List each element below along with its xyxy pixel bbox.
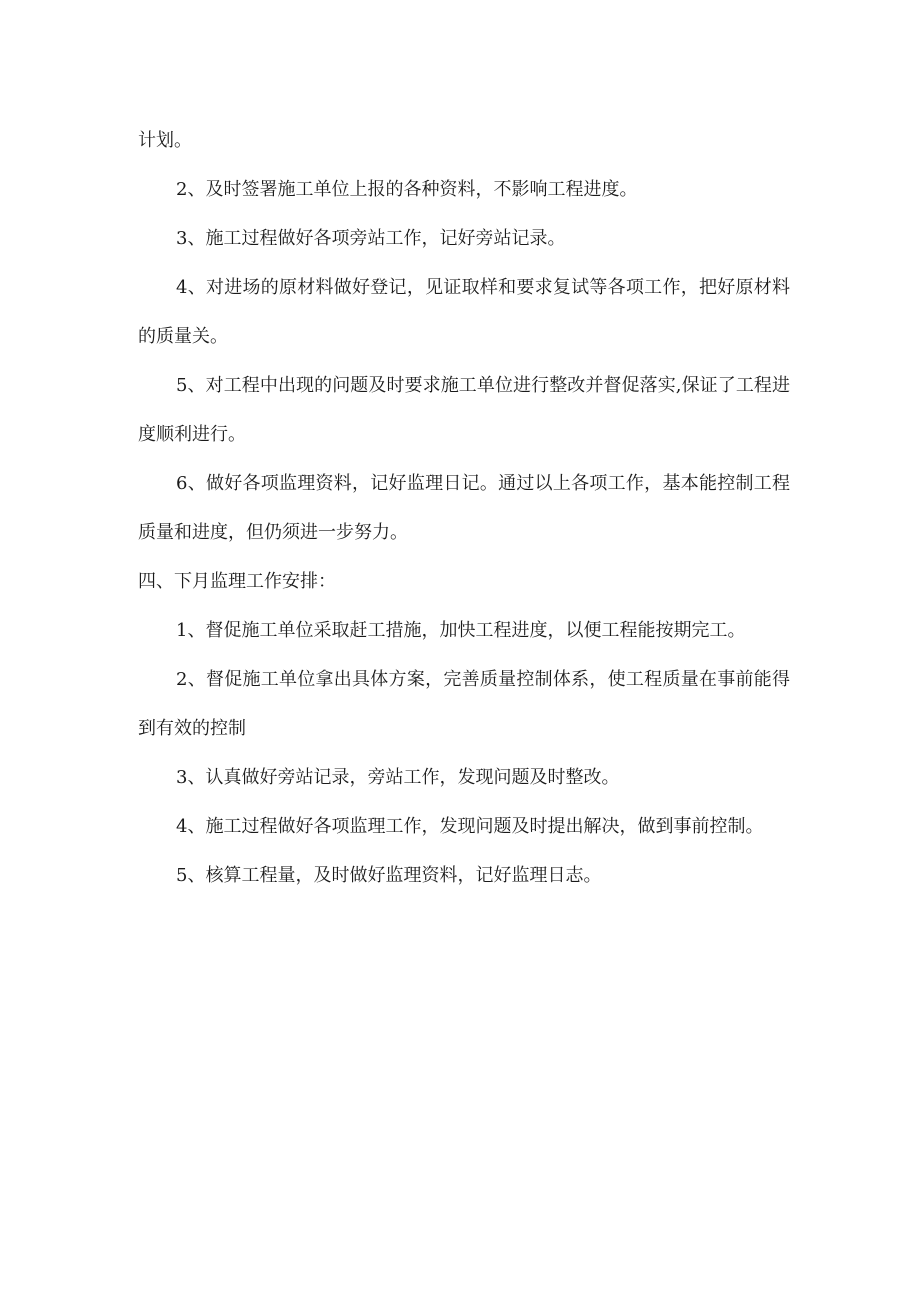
document-body <box>138 116 790 900</box>
paragraph-item-3: 3、施工过程做好各项旁站工作，记好旁站记录。 <box>176 228 566 249</box>
plan-item-1: 1、督促施工单位采取赶工措施，加快工程进度，以便工程能按期完工。 <box>176 620 746 641</box>
paragraph-item-2: 2、及时签署施工单位上报的各种资料，不影响工程进度。 <box>176 179 638 200</box>
section-heading-next-month: 四、下月监理工作安排： <box>138 571 336 592</box>
paragraph-item-6: 6、做好各项监理资料，记好监理日记。通过以上各项工作，基本能控制工程质量和进度，但仍须进一步努力。 <box>138 473 790 543</box>
paragraph-continuation: 计划。 <box>138 130 192 151</box>
paragraph-item-4: 4、对进场的原材料做好登记，见证取样和要求复试等各项工作，把好原材料的质量关。 <box>138 277 790 347</box>
paragraph-item-5: 5、对工程中出现的问题及时要求施工单位进行整改并督促落实,保证了工程进度顺利进行。 <box>138 375 790 445</box>
plan-item-2: 2、督促施工单位拿出具体方案，完善质量控制体系，使工程质量在事前能得到有效的控制 <box>138 669 790 739</box>
plan-item-3: 3、认真做好旁站记录，旁站工作，发现问题及时整改。 <box>176 767 620 788</box>
plan-item-5: 5、核算工程量，及时做好监理资料，记好监理日志。 <box>176 865 602 886</box>
plan-item-4: 4、施工过程做好各项监理工作，发现问题及时提出解决，做到事前控制。 <box>176 816 764 837</box>
